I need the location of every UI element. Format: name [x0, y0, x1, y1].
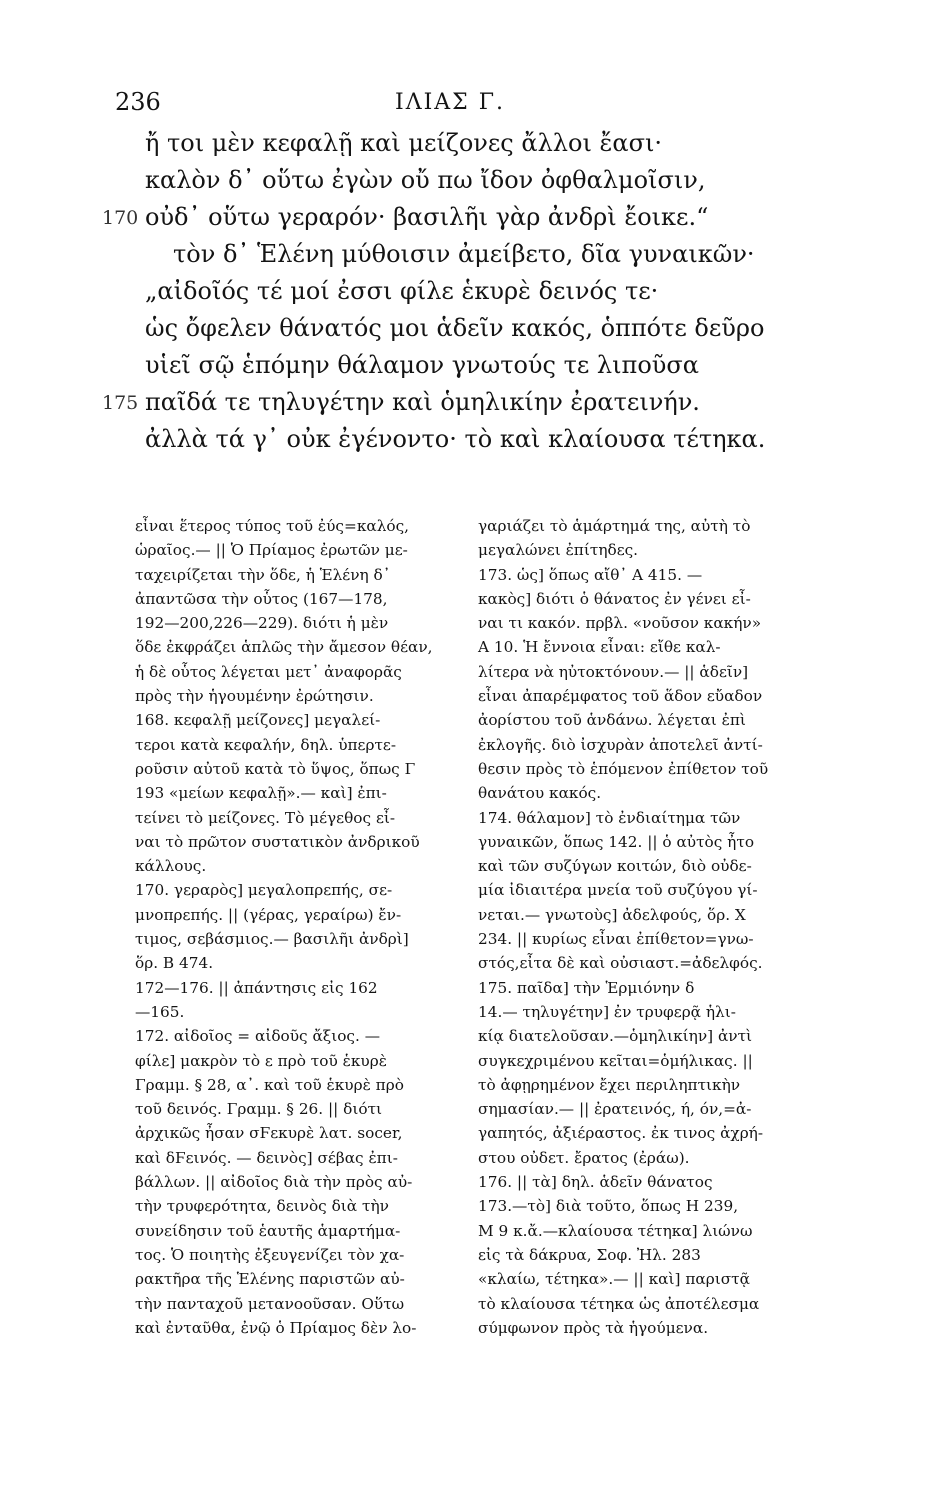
commentary-line: βάλλων. || αἰδοῖος διὰ τὴν πρὸς αὐ- — [135, 1173, 413, 1192]
commentary-line: 173. ὡς] ὅπως αἴθ᾽ Α 415. — — [478, 565, 703, 584]
commentary-line: σύμφωνον πρὸς τὰ ἡγούμενα. — [478, 1318, 709, 1337]
commentary-line: σημασίαν.— || ἐρατεινός, ή, όν,=ἀ- — [478, 1100, 752, 1119]
commentary-line: τὴν πανταχοῦ μετανοοῦσαν. Οὕτω — [135, 1294, 405, 1313]
commentary-line: γαπητός, ἀξιέραστος. ἐκ τινος ἀχρή- — [478, 1124, 764, 1143]
verse-line-number: 170 — [102, 207, 139, 229]
verse-line-text: οὐδ᾽ οὕτω γεραρόν· βασιλῆι γὰρ ἀνδρὶ ἔοικε.“ — [145, 203, 709, 231]
commentary-line: ταχειρίζεται τὴν ὅδε, ἡ Ἑλένη δ᾽ — [135, 565, 391, 584]
commentary-line: Α 10. Ἡ ἔννοια εἶναι: εἴθε καλ- — [478, 638, 721, 657]
commentary-line: καὶ τῶν συζύγων κοιτών, διὸ οὐδε- — [478, 857, 752, 876]
commentary-line: κίᾳ διατελοῦσαν.—ὁμηλικίην] ἀντὶ — [478, 1027, 753, 1046]
commentary-line: ἐκλογῆς. διὸ ἰσχυρὰν ἀποτελεῖ ἀντί- — [478, 735, 763, 754]
verse-line — [102, 384, 805, 421]
commentary-line: τὸ κλαίουσα τέτηκα ὡς ἀποτέλεσμα — [478, 1294, 760, 1313]
commentary-line: 234. || κυρίως εἶναι ἐπίθετον=γνω- — [478, 930, 754, 949]
commentary-line: ὅδε ἐκφράζει ἁπλῶς τὴν ἄμεσον θέαν, — [135, 638, 433, 657]
verse-line — [145, 236, 805, 273]
commentary-line: στός,εἶτα δὲ καὶ οὐσιαστ.=ἀδελφός. — [478, 954, 763, 973]
commentary-line: 14.— τηλυγέτην] ἐν τρυφερᾷ ἡλι- — [478, 1002, 736, 1021]
commentary-line: καὶ δϜεινός. — δεινὸς] σέβας ἐπι- — [135, 1148, 398, 1167]
commentary-line: κάλλους. — [135, 857, 207, 876]
verse-line — [145, 421, 805, 458]
commentary-line: τεροι κατὰ κεφαλήν, δηλ. ὑπερτε- — [135, 735, 397, 754]
commentary-line: 170. γεραρὸς] μεγαλοπρεπής, σε- — [135, 881, 393, 900]
verse-line — [145, 162, 805, 199]
verse-line-text: ἀλλὰ τά γ᾽ οὐκ ἐγένοντο· τὸ καὶ κλαίουσα τέτηκα. — [145, 425, 766, 453]
commentary-line: ἀορίστου τοῦ ἁνδάνω. λέγεται ἐπὶ — [478, 711, 746, 730]
verse-line-text: τὸν δ᾽ Ἑλένη μύθοισιν ἀμείβετο, δῖα γυναικῶν· — [173, 240, 755, 268]
commentary-line: τος. Ὁ ποιητὴς ἐξευγενίζει τὸν χα- — [135, 1245, 405, 1264]
commentary-line: —165. — [135, 1002, 185, 1021]
verse-line — [145, 125, 805, 162]
commentary-line: τείνει τὸ μείζονες. Τὸ μέγεθος εἶ- — [135, 808, 396, 827]
commentary-line: ναι τὸ πρῶτον συστατικὸν ἀνδρικοῦ — [135, 832, 420, 851]
commentary-line: μεγαλώνει ἐπίτηδες. — [478, 541, 639, 560]
commentary-line: ναι τι κακόν. πρβλ. «νοῦσον κακήν» — [478, 614, 762, 633]
commentary-line: 192—200,226—229). διότι ἡ μὲν — [135, 614, 389, 633]
commentary-line: 175. παῖδα] τὴν Ἑρμιόνην δ — [478, 978, 695, 997]
commentary-line: εἶναι ἀπαρέμφατος τοῦ ἅδον εὔαδον — [478, 687, 763, 706]
commentary-line: ἀπαντῶσα τὴν οὗτος (167—178, — [135, 589, 388, 608]
commentary-line: 172—176. || ἀπάντησις εἰς 162 — [135, 978, 378, 997]
verse-line-text: „αἰδοῖός τέ μοί ἐσσι φίλε ἑκυρὲ δεινός τε· — [145, 277, 659, 305]
commentary-line: κακὸς] διότι ὁ θάνατος ἐν γένει εἶ- — [478, 589, 751, 608]
commentary-line: γαριάζει τὸ ἁμάρτημά της, αὐτὴ τὸ — [478, 517, 751, 535]
commentary-line: θανάτου κακός. — [478, 784, 602, 803]
commentary-right-column — [478, 514, 803, 1340]
verse-line-text: ὡς ὄφελεν θάνατός μοι ἁδεῖν κακός, ὁππότε δεῦρο — [145, 314, 765, 342]
commentary-line: μία ἰδιαιτέρα μνεία τοῦ συζύγου γί- — [478, 881, 758, 900]
commentary-line: καὶ ἐνταῦθα, ἐνῷ ὁ Πρίαμος δὲν λο- — [135, 1318, 417, 1337]
commentary-line: ρακτῆρα τῆς Ἑλένης παριστῶν αὐ- — [135, 1270, 405, 1289]
commentary-line: τιμος, σεβάσμιος.— βασιλῆι ἀνδρὶ] — [135, 930, 409, 949]
commentary-line: «κλαίω, τέτηκα».— || καὶ] παριστᾷ — [478, 1270, 750, 1289]
verse-line — [145, 310, 805, 347]
commentary-line: τοῦ δεινός. Γραμμ. § 26. || διότι — [135, 1100, 383, 1119]
commentary-line: 173.—τὸ] διὰ τοῦτο, ὅπως Η 239, — [478, 1197, 739, 1216]
commentary-line: Γραμμ. § 28, α᾽. καὶ τοῦ ἑκυρὲ πρὸ — [135, 1075, 404, 1094]
verse-line-text: υἱεῖ σῷ ἑπόμην θάλαμον γνωτούς τε λιποῦσα — [145, 351, 699, 379]
page-number: 236 — [115, 88, 161, 116]
verse-line — [145, 347, 805, 384]
commentary-line: Μ 9 κ.ἄ.—κλαίουσα τέτηκα] λιώνω — [478, 1221, 753, 1240]
commentary-line: 176. || τὰ] δηλ. ἁδεῖν θάνατος — [478, 1173, 713, 1192]
verse-block — [102, 125, 805, 458]
commentary-line: 193 «μείων κεφαλῇ».— καὶ] ἐπι- — [135, 784, 387, 803]
commentary-line: ἡ δὲ οὗτος λέγεται μετ᾽ ἀναφορᾶς — [135, 662, 402, 681]
commentary-line: γυναικῶν, ὅπως 142. || ὁ αὐτὸς ἦτο — [478, 832, 755, 851]
commentary-line: 168. κεφαλῇ μείζονες] μεγαλεί- — [135, 711, 381, 730]
verse-line-text: παῖδά τε τηλυγέτην καὶ ὁμηλικίην ἐρατεινήν. — [145, 388, 700, 416]
commentary-line: εἶναι ἕτερος τύπος τοῦ ἐύς=καλός, — [135, 517, 410, 535]
verse-line-text: ἤ τοι μὲν κεφαλῇ καὶ μείζονες ἄλλοι ἔασι· — [145, 129, 662, 157]
commentary-left-column — [135, 514, 460, 1340]
commentary-line: φίλε] μακρὸν τὸ ε πρὸ τοῦ ἑκυρὲ — [135, 1051, 387, 1070]
commentary-line: 174. θάλαμον] τὸ ἐνδιαίτημα τῶν — [478, 808, 741, 827]
verse-line — [145, 273, 805, 310]
running-title: ΙΛΙΑΣ Γ. — [395, 90, 505, 115]
commentary-line: στου οὐδετ. ἔρατος (ἐράω). — [478, 1148, 690, 1167]
commentary-line: τὴν τρυφερότητα, δεινὸς διὰ τὴν — [135, 1197, 389, 1216]
commentary-line: λίτερα νὰ ηὐτοκτόνουν.— || ἁδεῖν] — [478, 662, 749, 681]
commentary-line: θεσιν πρὸς τὸ ἑπόμενον ἐπίθετον τοῦ — [478, 759, 769, 778]
commentary-line: εἰς τὰ δάκρυα, Σοφ. Ἠλ. 283 — [478, 1245, 701, 1264]
commentary-line: νεται.— γνωτοὺς] ἀδελφούς, ὅρ. Χ — [478, 905, 746, 924]
verse-line-number: 175 — [102, 392, 139, 414]
commentary-line: ὅρ. Β 474. — [135, 954, 214, 973]
verse-line — [102, 199, 805, 236]
commentary-line: ἀρχικῶς ἦσαν σϜεκυρὲ λατ. socer, — [135, 1124, 403, 1143]
commentary-line: ὡραῖος.— || Ὁ Πρίαμος ἐρωτῶν με- — [135, 541, 408, 560]
commentary-line: πρὸς τὴν ἡγουμένην ἐρώτησιν. — [135, 687, 374, 706]
commentary-line: συνείδησιν τοῦ ἑαυτῆς ἁμαρτήμα- — [135, 1221, 401, 1240]
commentary-line: τὸ ἀφῃρημένον ἔχει περιληπτικὴν — [478, 1075, 741, 1094]
commentary-line: ροῦσιν αὐτοῦ κατὰ τὸ ὕψος, ὅπως Γ — [135, 759, 416, 778]
commentary-line: μνοπρεπής. || (γέρας, γεραίρω) ἔν- — [135, 905, 402, 924]
verse-line-text: καλὸν δ᾽ οὕτω ἐγὼν οὔ πω ἴδον ὀφθαλμοῖσιν, — [145, 166, 706, 194]
commentary-line: 172. αἰδοῖος = αἰδοῦς ἄξιος. — — [135, 1027, 381, 1046]
commentary-line: συγκεχριμένου κεῖται=ὁμήλικας. || — [478, 1051, 753, 1070]
